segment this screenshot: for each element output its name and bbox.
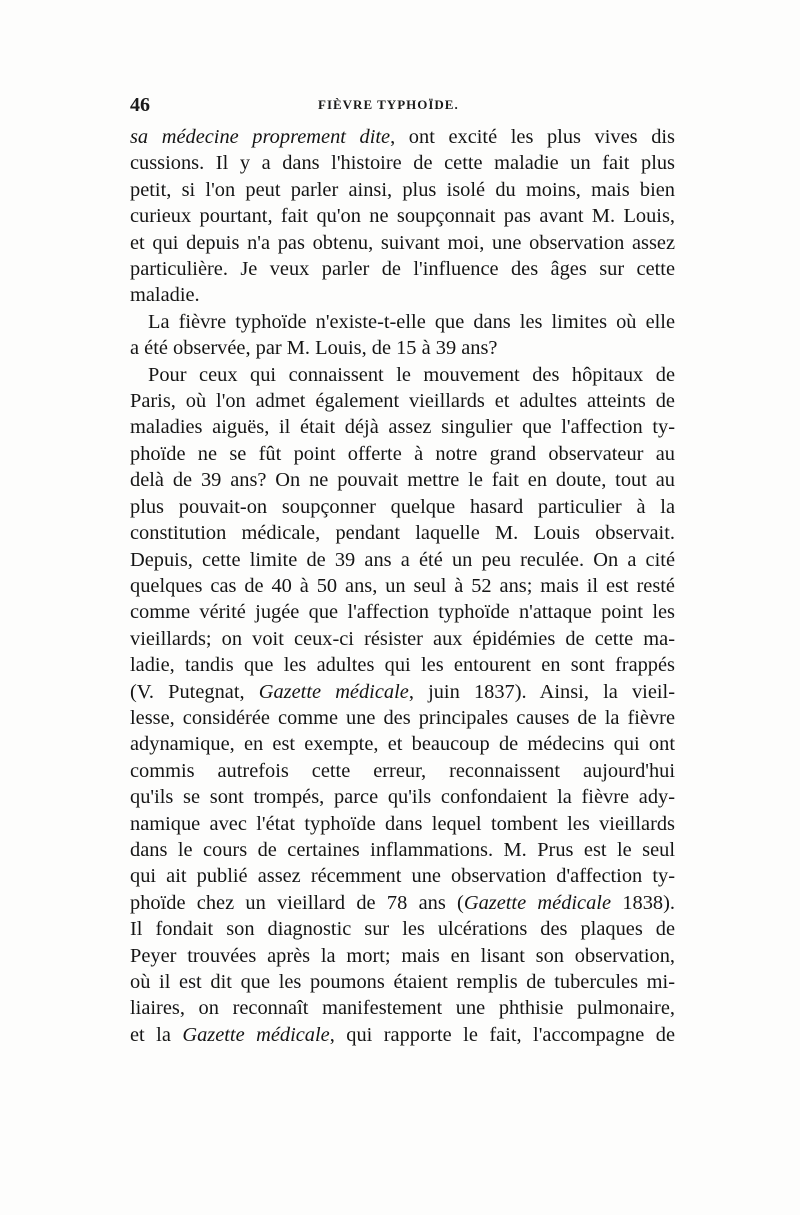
- text-line-segment: plus pouvait-on soupçonner quelque hasard particulier à la: [130, 495, 675, 518]
- text-line-segment: La fièvre typhoïde n'existe-t-elle que dans les limites où elle: [148, 310, 675, 333]
- text-line-segment: comme vérité jugée que l'affection typhoïde n'attaque point les: [130, 601, 675, 624]
- text-line: [130, 256, 675, 282]
- text-line-segment: et qui depuis n'a pas obtenu, suivant moi, une observation assez: [130, 231, 675, 254]
- text-line: [130, 124, 675, 150]
- text-line-segment: où il est dit que les poumons étaient remplis de tubercules mi-: [130, 971, 675, 993]
- text-line: [130, 599, 675, 625]
- text-line: [130, 573, 675, 599]
- text-line-segment: lesse, considérée comme une des principales causes de la fièvre: [130, 706, 675, 729]
- text-line-segment: adynamique, en est exempte, et beaucoup de médecins qui ont: [130, 733, 675, 756]
- text-line: [130, 652, 675, 678]
- text-line-segment: namique avec l'état typhoïde dans lequel tombent les vieillards: [130, 812, 675, 835]
- text-line-segment: vieillards; on voit ceux-ci résister aux épidémies de cette ma-: [130, 627, 675, 650]
- text-line-segment: quelques cas de 40 à 50 ans, un seul à 52 ans; mais il est resté: [130, 574, 675, 597]
- text-line: [130, 731, 675, 757]
- text-line: [130, 203, 675, 229]
- text-line: [130, 388, 675, 414]
- text-line-segment: , juin 1837). Ainsi, la vieil-: [408, 680, 675, 703]
- text-line: [130, 362, 675, 388]
- text-line: [130, 705, 675, 731]
- text-line-segment: maladie.: [130, 284, 200, 307]
- text-line: [130, 177, 675, 203]
- italic-citation: Gazette médicale: [182, 1023, 330, 1046]
- text-line-segment: commis autrefois cette erreur, reconnaissent aujourd'hui: [130, 759, 675, 782]
- text-line: [130, 414, 675, 440]
- text-line: [130, 494, 675, 520]
- text-line-segment: Il fondait son diagnostic sur les ulcérations des plaques de: [130, 918, 675, 941]
- text-line-segment: ladie, tandis que les adultes qui les entourent en sont frappés: [130, 654, 675, 677]
- text-line: [130, 863, 675, 889]
- text-line: [130, 335, 675, 361]
- italic-citation: sa médecine proprement dite: [130, 126, 391, 148]
- running-head: [130, 94, 670, 120]
- text-line-segment: cussions. Il y a dans l'histoire de cette maladie un fait plus: [130, 152, 675, 175]
- text-line-segment: phoïde chez un vieillard de 78 ans (: [130, 891, 464, 914]
- italic-citation: Gazette médicale: [463, 891, 612, 914]
- text-line: [130, 282, 675, 308]
- text-line: [130, 309, 675, 335]
- text-line-segment: constitution médicale, pendant laquelle M. Louis observait.: [130, 522, 675, 545]
- text-line: [130, 995, 675, 1021]
- text-line: [130, 230, 675, 256]
- text-line-segment: Depuis, cette limite de 39 ans a été un peu reculée. On a cité: [130, 548, 675, 571]
- text-line: [130, 758, 675, 784]
- text-line: [130, 441, 675, 467]
- text-line: [130, 916, 675, 942]
- text-line: [130, 890, 675, 916]
- text-line-segment: Paris, où l'on admet également vieillards et adultes atteints de: [130, 390, 675, 413]
- text-line: [130, 547, 675, 573]
- text-line-segment: et la: [130, 1023, 183, 1046]
- text-line-segment: petit, si l'on peut parler ainsi, plus isolé du moins, mais bien: [130, 178, 675, 201]
- text-line-segment: phoïde ne se fût point offerte à notre grand observateur au: [130, 442, 675, 465]
- text-line-segment: qu'ils se sont trompés, parce qu'ils confondaient la fièvre ady-: [130, 786, 675, 809]
- text-line: [130, 811, 675, 837]
- text-line-segment: , ont excité les plus vives dis: [390, 126, 675, 148]
- text-line-segment: delà de 39 ans? On ne pouvait mettre le fait en doute, tout au: [130, 469, 675, 492]
- text-line: [130, 626, 675, 652]
- text-line-segment: Peyer trouvées après la mort; mais en lisant son observation,: [130, 944, 675, 967]
- page-number: 46: [130, 94, 150, 116]
- text-line: [130, 969, 675, 995]
- text-line-segment: qui ait publié assez récemment une observation d'affection ty-: [130, 865, 675, 888]
- text-line: [130, 1022, 675, 1048]
- text-line: [130, 837, 675, 863]
- text-line-segment: dans le cours de certaines inflammations. M. Prus est le seul: [130, 838, 675, 861]
- text-line: [130, 520, 675, 546]
- text-line: [130, 784, 675, 810]
- italic-citation: Gazette médicale: [258, 680, 409, 703]
- text-line-segment: maladies aiguës, il était déjà assez singulier que l'affection ty-: [130, 416, 675, 439]
- text-line-segment: Pour ceux qui connaissent le mouvement des hôpitaux de: [148, 363, 675, 386]
- text-line-segment: , qui rapporte le fait, l'accompagne de: [329, 1023, 675, 1046]
- text-line: [130, 467, 675, 493]
- text-line: [130, 150, 675, 176]
- text-line: [130, 943, 675, 969]
- running-title: FIÈVRE TYPHOÏDE.: [318, 97, 459, 112]
- text-line-segment: a été observée, par M. Louis, de 15 à 39 ans?: [130, 337, 498, 360]
- text-line-segment: liaires, on reconnaît manifestement une phthisie pulmonaire,: [130, 997, 675, 1020]
- body-text: [130, 124, 675, 1048]
- text-line-segment: 1838).: [611, 891, 675, 914]
- text-line-segment: particulière. Je veux parler de l'influence des âges sur cette: [130, 258, 675, 281]
- text-line-segment: curieux pourtant, fait qu'on ne soupçonnait pas avant M. Louis,: [130, 205, 675, 228]
- text-line-segment: (V. Putegnat,: [130, 680, 259, 703]
- text-line: [130, 679, 675, 705]
